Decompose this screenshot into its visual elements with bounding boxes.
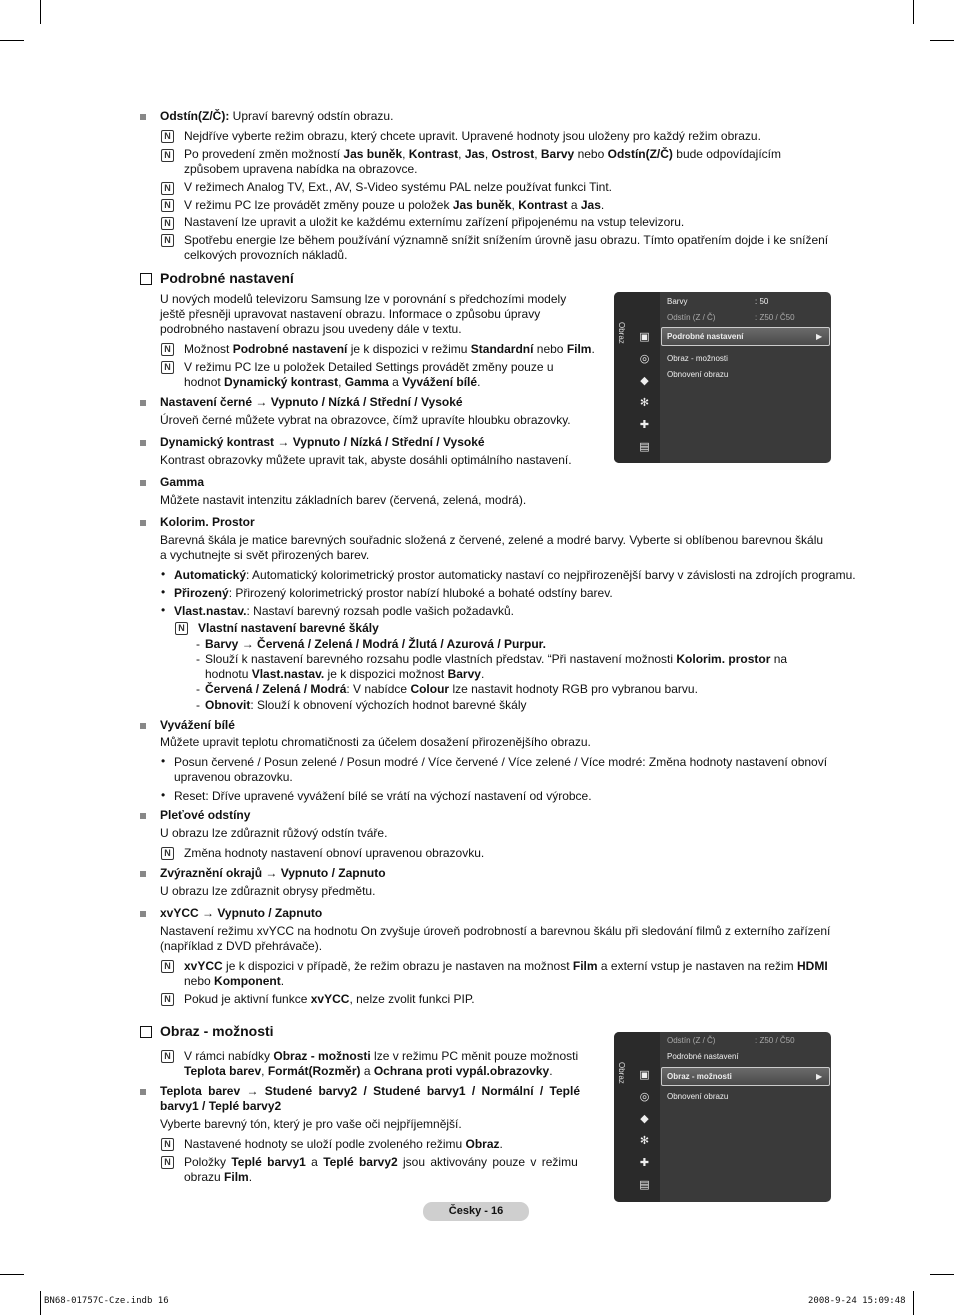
item-title: Pleťové odstíny — [160, 808, 251, 822]
note-text: Po provedení změn možností Jas buněk, Kontrast, Jas, Ostrost, Barvy nebo Odstín(Z/Č) bude odpovídajícím — [184, 147, 782, 161]
note-text: Položky Teplé barvy1 a Teplé barvy2 jsou aktivovány pouze v režimu — [184, 1155, 578, 1169]
note-text: Možnost Podrobné nastavení je k dispozici v režimu Standardní nebo Film. — [184, 342, 595, 356]
setup-icon: ✻ — [639, 1135, 650, 1147]
dash-icon: - — [196, 698, 200, 712]
note-text: Pokud je aktivní funkce xvYCC, nelze zvolit funkci PIP. — [184, 992, 475, 1006]
item-desc: Barevná škála je matice barevných souřadnic složená z červené, zelené a modré barvy. Vyberte si oblíbenou barevnou škálu — [160, 533, 824, 547]
note-text: nebo Komponent. — [184, 974, 285, 988]
dash-text: Obnovit: Slouží k obnovení výchozích hodnot barevné škály — [205, 698, 527, 712]
crop-mark — [930, 40, 954, 41]
bullet-icon: • — [161, 754, 166, 768]
menu-item-label[interactable]: Obnovení obrazu — [667, 370, 729, 379]
item-desc: Můžete upravit teplotu chromatičnosti za účelem dosažení přirozenějšího obrazu. — [160, 735, 591, 749]
channel-icon: ◆ — [640, 1113, 649, 1125]
note-icon: N — [161, 1050, 174, 1063]
support-icon: ▤ — [639, 1179, 650, 1191]
crop-mark — [913, 1291, 914, 1315]
item-desc: Nastavení režimu xvYCC na hodnotu On zvyšuje úroveň podrobností a barevnou škálu při sledování filmů z externího zařízení — [160, 924, 831, 938]
note-text: Změna hodnoty nastavení obnoví upravenou obrazovku. — [184, 846, 485, 860]
dash-icon: - — [196, 682, 200, 696]
picture-icon: ▣ — [639, 331, 650, 343]
item-title: Zvýraznění okrajů → Vypnuto / Zapnuto — [160, 866, 386, 880]
page-number-badge: Česky - 16 — [423, 1202, 529, 1221]
menu-sidebar — [614, 292, 660, 463]
crop-mark — [40, 1291, 41, 1315]
tv-menu-panel — [614, 292, 831, 463]
note-text: Nejdříve vyberte režim obrazu, který chcete upravit. Upravené hodnoty jsou uloženy pro každý režim obrazu. — [184, 129, 761, 143]
arrow-right-icon: ▶ — [816, 332, 823, 341]
section-checkbox-icon — [140, 273, 152, 285]
note-text: Nastavení lze upravit a uložit ke každému externímu zařízení připojenému na vstup televizoru. — [184, 215, 685, 229]
note-icon: N — [161, 217, 174, 230]
crop-mark — [0, 40, 24, 41]
note-icon: N — [161, 130, 174, 143]
menu-item-label[interactable]: Podrobné nastavení — [667, 1052, 739, 1061]
menu-category-label: Obraz — [617, 322, 626, 344]
note-text: Vlastní nastavení barevné škály — [198, 621, 379, 635]
square-bullet-icon — [140, 114, 146, 120]
note-text: Teplota barev, Formát(Rozměr) a Ochrana proti vypál.obrazovky. — [184, 1064, 553, 1078]
note-text: obrazu Film. — [184, 1170, 253, 1184]
menu-item-label[interactable]: Obnovení obrazu — [667, 1092, 729, 1101]
square-bullet-icon — [140, 400, 146, 406]
item-title: Teplota barev → Studené barvy2 / Studené barvy1 / Normální / Teplé — [160, 1084, 580, 1098]
crop-mark — [913, 0, 914, 24]
channel-icon: ◆ — [640, 375, 649, 387]
item-desc: Kontrast obrazovky můžete upravit tak, abyste dosáhli optimálního nastavení. — [160, 453, 572, 467]
bullet-icon: • — [161, 585, 166, 599]
item-desc: (například z DVD přehrávače). — [160, 939, 323, 953]
menu-category-label: Obraz — [617, 1062, 626, 1084]
item-desc: a vychutnejte si svět přirozených barev. — [160, 548, 370, 562]
arrow-right-icon: ▶ — [816, 1072, 823, 1081]
square-bullet-icon — [140, 911, 146, 917]
dash-text: Červená / Zelená / Modrá: V nabídce Colour lze nastavit hodnoty RGB pro vybranou barvu. — [205, 682, 698, 696]
note-icon: N — [161, 149, 174, 162]
square-bullet-icon — [140, 813, 146, 819]
menu-item-label[interactable]: Obraz - možnosti — [667, 354, 728, 363]
note-icon: N — [161, 993, 174, 1006]
menu-item-label[interactable]: Obraz - možnosti — [667, 1072, 732, 1081]
sound-icon: ◎ — [639, 353, 650, 365]
tv-menu-panel — [614, 1032, 831, 1202]
paragraph: ještě přesněji upravovat nastavení obrazu. Informace o způsobu úpravy — [160, 307, 541, 321]
crop-mark — [930, 1274, 954, 1275]
note-text: Spotřebu energie lze během používání významně snížit snížením úrovně jasu obrazu. Tímto opatřením dojde i ke snížení — [184, 233, 829, 247]
square-bullet-icon — [140, 871, 146, 877]
support-icon: ▤ — [639, 441, 650, 453]
item-desc: Vyberte barevný tón, který je pro vaše oči nejpříjemnější. — [160, 1117, 462, 1131]
note-icon: N — [161, 960, 174, 973]
item-title: Kolorim. Prostor — [160, 515, 255, 529]
menu-item-label[interactable]: Odstín (Z / Č) — [667, 1036, 716, 1045]
note-icon: N — [161, 343, 174, 356]
note-text: hodnot Dynamický kontrast, Gamma a Vyvážení bílé. — [184, 375, 481, 389]
item-title: Vyvážení bílé — [160, 718, 235, 732]
square-bullet-icon — [140, 723, 146, 729]
item-desc: U obrazu lze zdůraznit růžový odstín tváře. — [160, 826, 388, 840]
menu-item-value: : 50 — [755, 297, 769, 306]
sound-icon: ◎ — [639, 1091, 650, 1103]
item-title: barvy1 / Teplé barvy2 — [160, 1099, 282, 1113]
input-icon: ✚ — [639, 1157, 650, 1169]
menu-sidebar — [614, 1032, 660, 1202]
note-icon: N — [161, 1138, 174, 1151]
note-icon: N — [161, 847, 174, 860]
bullet-icon: • — [161, 567, 166, 581]
crop-mark — [40, 0, 41, 24]
item-title: Nastavení černé → Vypnuto / Nízká / Střední / Vysoké — [160, 395, 463, 409]
input-icon: ✚ — [639, 419, 650, 431]
note-text: Nastavené hodnoty se uloží podle zvoleného režimu Obraz. — [184, 1137, 503, 1151]
note-text: V režimu PC lze provádět změny pouze u položek Jas buněk, Kontrast a Jas. — [184, 198, 605, 212]
tint-item: Odstín(Z/Č): Upraví barevný odstín obrazu. — [160, 109, 394, 123]
note-text: celkových provozních nákladů. — [184, 248, 348, 262]
bullet-text: Automatický: Automatický kolorimetrický prostor automaticky nastaví co nejpřirozenější barvy v závislosti na zdrojích programu. — [174, 568, 856, 582]
item-desc: U obrazu lze zdůraznit obrysy předmětu. — [160, 884, 376, 898]
item-title: Dynamický kontrast → Vypnuto / Nízká / Střední / Vysoké — [160, 435, 485, 449]
paragraph: U nových modelů televizoru Samsung lze v porovnání s předchozími modely — [160, 292, 567, 306]
item-desc: Úroveň černé můžete vybrat na obrazovce, čímž upravíte hloubku obrazovky. — [160, 413, 571, 427]
dash-text: Barvy → Červená / Zelená / Modrá / Žlutá / Azurová / Purpur. — [205, 637, 546, 651]
crop-mark — [0, 1274, 24, 1275]
note-icon: N — [161, 182, 174, 195]
menu-item-label[interactable]: Barvy — [667, 297, 688, 306]
note-text: xvYCC je k dispozici v případě, že režim obrazu je nastaven na možnost Film a externí vstup je nastaven na režim HDMI — [184, 959, 828, 973]
note-text: V režimu PC lze u položek Detailed Settings provádět změny pouze u — [184, 360, 554, 374]
note-icon: N — [161, 199, 174, 212]
note-icon: N — [161, 234, 174, 247]
square-bullet-icon — [140, 480, 146, 486]
menu-item-label[interactable]: Odstín (Z / Č) — [667, 313, 716, 322]
section-title: Podrobné nastavení — [160, 270, 294, 286]
menu-item-value: : Z50 / Č50 — [755, 1036, 795, 1045]
bullet-text: Přirozený: Přirozený kolorimetrický prostor nabízí hluboké a bohaté odstíny barev. — [174, 586, 613, 600]
section-title: Obraz - možnosti — [160, 1023, 274, 1039]
dash-icon: - — [196, 637, 200, 651]
dash-icon: - — [196, 652, 200, 666]
dash-text: hodnotu Vlast.nastav. je k dispozici možnost Barvy. — [205, 667, 485, 681]
bullet-text: Vlast.nastav.: Nastaví barevný rozsah podle vašich požadavků. — [174, 604, 514, 618]
square-bullet-icon — [140, 520, 146, 526]
section-checkbox-icon — [140, 1026, 152, 1038]
square-bullet-icon — [140, 1089, 146, 1095]
picture-icon: ▣ — [639, 1069, 650, 1081]
note-icon: N — [175, 622, 188, 635]
note-text: způsobem upravena nabídka na obrazovce. — [184, 162, 418, 176]
item-title: Gamma — [160, 475, 205, 489]
bullet-icon: • — [161, 603, 166, 617]
item-desc: Můžete nastavit intenzitu základních barev (červená, zelená, modrá). — [160, 493, 527, 507]
note-icon: N — [161, 361, 174, 374]
file-info: BN68-01757C-Cze.indb 16 — [44, 1296, 169, 1306]
dash-text: Slouží k nastavení barevného rozsahu podle vlastních představ. “Při nastavení možnosti Kolorim. prostor na — [205, 652, 788, 666]
bullet-text: upravenou obrazovku. — [174, 770, 293, 784]
item-title: xvYCC → Vypnuto / Zapnuto — [160, 906, 323, 920]
bullet-icon: • — [161, 788, 166, 802]
menu-item-value: : Z50 / Č50 — [755, 313, 795, 322]
menu-item-label[interactable]: Podrobné nastavení — [667, 332, 744, 341]
square-bullet-icon — [140, 440, 146, 446]
paragraph: podrobného nastavení obrazu jsou uvedeny dále v textu. — [160, 322, 462, 336]
note-text: V režimech Analog TV, Ext., AV, S-Video systému PAL nelze používat funkci Tint. — [184, 180, 613, 194]
bullet-text: Posun červené / Posun zelené / Posun modré / Více červené / Více zelené / Více modré: Změna hodnoty nastavení obnoví — [174, 755, 828, 769]
setup-icon: ✻ — [639, 397, 650, 409]
print-date: 2008-9-24 15:09:48 — [808, 1296, 906, 1306]
note-icon: N — [161, 1156, 174, 1169]
note-text: V rámci nabídky Obraz - možnosti lze v režimu PC měnit pouze možnosti — [184, 1049, 579, 1063]
bullet-text: Reset: Dříve upravené vyvážení bílé se vrátí na výchozí nastavení od výrobce. — [174, 789, 592, 803]
